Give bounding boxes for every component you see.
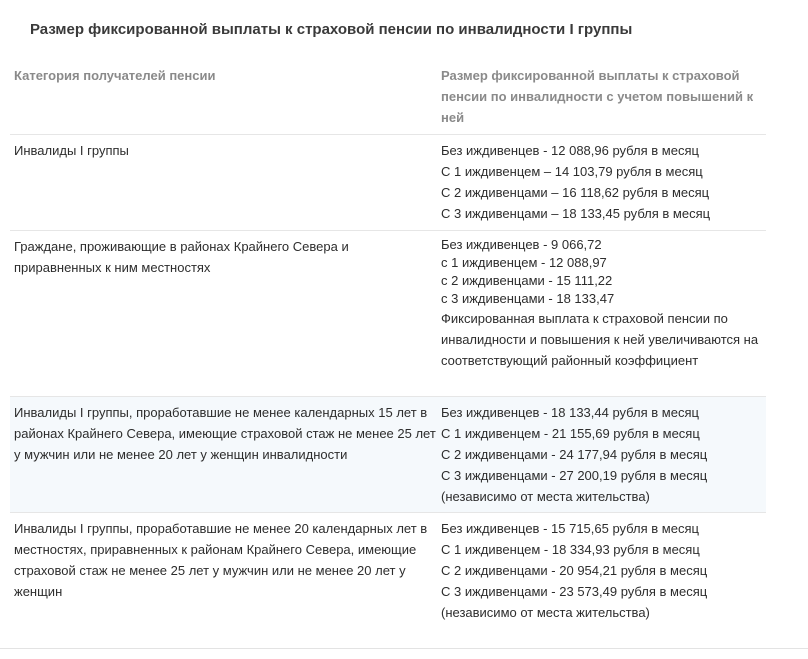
payment-line: с 1 иждивенцем - 12 088,97 <box>441 255 607 270</box>
table-row <box>10 135 766 231</box>
payment-line: С 2 иждивенцами - 24 177,94 рубля в месяц <box>441 447 708 462</box>
row-category: Инвалиды I группы <box>14 143 129 158</box>
row-payments <box>436 135 766 230</box>
page-title: Размер фиксированной выплаты к страховой пенсии по инвалидности I группы <box>30 21 633 38</box>
payment-line: Без иждивенцев - 18 133,44 рубля в месяц <box>441 405 699 420</box>
payment-line: (независимо от места жительства) <box>441 605 650 620</box>
payment-line: (независимо от места жительства) <box>441 489 650 504</box>
payment-line: С 3 иждивенцами - 27 200,19 рубля в месяц <box>441 468 708 483</box>
payment-line: с 3 иждивенцами - 18 133,47 <box>441 291 615 306</box>
payment-note: Фиксированная выплата к страховой пенсии по инвалидности и повышения к ней увеличиваются на соответствующий районный коэффициент <box>441 311 759 368</box>
header-category: Категория получателей пенсии <box>14 68 216 83</box>
payment-line: С 1 иждивенцем – 14 103,79 рубля в месяц <box>441 164 703 179</box>
payment-line: С 3 иждивенцами – 18 133,45 рубля в месяц <box>441 206 711 221</box>
payment-line: Без иждивенцев - 15 715,65 рубля в месяц <box>441 521 699 536</box>
bottom-divider <box>0 648 808 649</box>
payment-line: С 3 иждивенцами - 23 573,49 рубля в месяц <box>441 584 708 599</box>
payment-line: С 2 иждивенцами – 16 118,62 рубля в месяц <box>441 185 710 200</box>
table-header <box>10 62 766 135</box>
row-category: Граждане, проживающие в районах Крайнего Севера и приравненных к ним местностях <box>14 239 349 275</box>
payment-line: С 2 иждивенцами - 20 954,21 рубля в месяц <box>441 563 708 578</box>
table-row <box>10 513 766 633</box>
row-payments <box>436 231 766 396</box>
row-payments <box>436 397 766 512</box>
payment-line: Без иждивенцев - 12 088,96 рубля в месяц <box>441 143 699 158</box>
payment-line: Без иждивенцев - 9 066,72 <box>441 237 602 252</box>
pension-table <box>10 62 766 633</box>
header-payment: Размер фиксированной выплаты к страховой пенсии по инвалидности с учетом повышений к ней <box>441 68 754 125</box>
payment-line: С 1 иждивенцем - 21 155,69 рубля в месяц <box>441 426 700 441</box>
row-payments <box>436 513 766 633</box>
row-category: Инвалиды I группы, проработавшие не менее 20 календарных лет в местностях, приравненных к районам Крайнего Севера, имеющие страховой стаж не менее 25 лет у мужчин или не менее 20 лет у женщин <box>14 521 428 599</box>
table-row <box>10 231 766 397</box>
row-category: Инвалиды I группы, проработавшие не менее календарных 15 лет в районах Крайнего Севера, имеющие страховой стаж не менее 25 лет у мужчин или не менее 20 лет у женщин инвалидности <box>14 405 436 462</box>
payment-line: с 2 иждивенцами - 15 111,22 <box>441 273 613 288</box>
payment-line: С 1 иждивенцем - 18 334,93 рубля в месяц <box>441 542 700 557</box>
table-row <box>10 397 766 513</box>
